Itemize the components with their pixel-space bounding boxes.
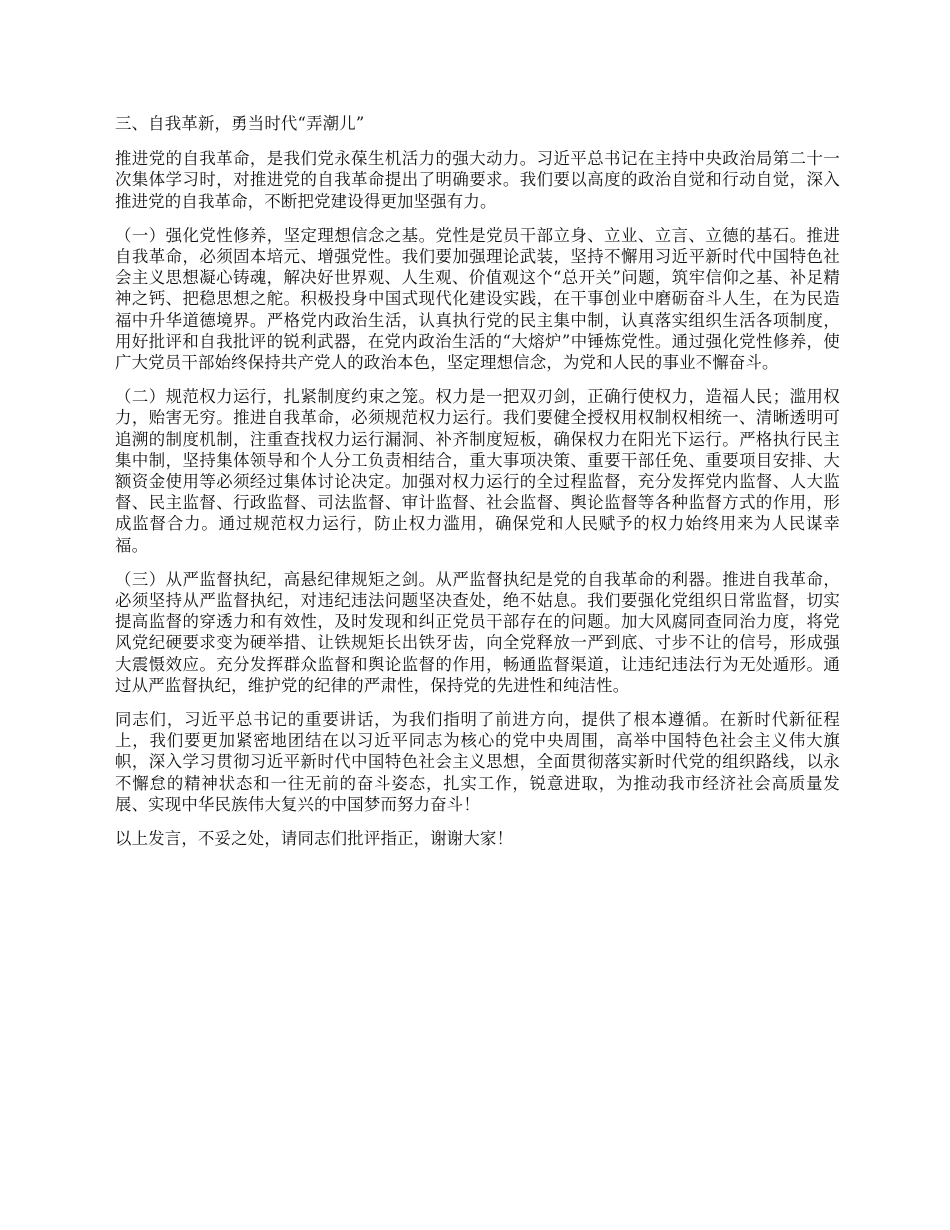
paragraph-intro: 推进党的自我革命，是我们党永葆生机活力的强大动力。习近平总书记在主持中央政治局第二十一次集体学习时，对推进党的自我革命提出了明确要求。我们要以高度的政治自觉和行动自觉，深入推进党的自我革命，不断把党建设得更加坚强有力。 <box>115 149 840 211</box>
document-page <box>115 113 840 862</box>
paragraph-party-spirit: （一）强化党性修养，坚定理想信念之基。党性是党员干部立身、立业、立言、立德的基石。推进自我革命，必须固本培元、增强党性。我们要加强理论武装，坚持不懈用习近平新时代中国特色社会主义思想凝心铸魂，解决好世界观、人生观、价值观这个“总开关”问题，筑牢信仰之基、补足精神之钙、把稳思想之舵。积极投身中国式现代化建设实践，在干事创业中磨砺奋斗人生，在为民造福中升华道德境界。严格党内政治生活，认真执行党的民主集中制，认真落实组织生活各项制度，用好批评和自我批评的锐利武器，在党内政治生活的“大熔炉”中锤炼党性。通过强化党性修养，使广大党员干部始终保持共产党人的政治本色，坚定理想信念，为党和人民的事业不懈奋斗。 <box>115 225 840 373</box>
paragraph-conclusion: 同志们，习近平总书记的重要讲话，为我们指明了前进方向，提供了根本遵循。在新时代新征程上，我们要更加紧密地团结在以习近平同志为核心的党中央周围，高举中国特色社会主义伟大旗帜，深入学习贯彻习近平新时代中国特色社会主义思想，全面贯彻落实新时代党的组织路线，以永不懈怠的精神状态和一往无前的奋斗姿态，扎实工作，锐意进取，为推动我市经济社会高质量发展、实现中华民族伟大复兴的中国梦而努力奋斗！ <box>115 710 840 814</box>
paragraph-strict-supervision: （三）从严监督执纪，高悬纪律规矩之剑。从严监督执纪是党的自我革命的利器。推进自我革命，必须坚持从严监督执纪，对违纪违法问题坚决查处，绝不姑息。我们要强化党组织日常监督，切实提高监督的穿透力和有效性，及时发现和纠正党员干部存在的问题。加大风腐同查同治力度，将党风党纪硬要求变为硬举措、让铁规矩长出铁牙齿，向全党释放一严到底、寸步不让的信号，形成强大震慑效应。充分发挥群众监督和舆论监督的作用，畅通监督渠道，让违纪违法行为无处遁形。通过从严监督执纪，维护党的纪律的严肃性，保持党的先进性和纯洁性。 <box>115 569 840 695</box>
section-heading: 三、自我革新，勇当时代“弄潮儿” <box>115 114 365 133</box>
paragraph-power-regulation: （二）规范权力运行，扎紧制度约束之笼。权力是一把双刃剑，正确行使权力，造福人民；滥用权力，贻害无穷。推进自我革命，必须规范权力运行。我们要健全授权用权制权相统一、清晰透明可追溯的制度机制，注重查找权力运行漏洞、补齐制度短板，确保权力在阳光下运行。严格执行民主集中制，坚持集体领导和个人分工负责相结合，重大事项决策、重要干部任免、重要项目安排、大额资金使用等必须经过集体讨论决定。加强对权力运行的全过程监督，充分发挥党内监督、人大监督、民主监督、行政监督、司法监督、审计监督、社会监督、舆论监督等各种监督方式的作用，形成监督合力。通过规范权力运行，防止权力滥用，确保党和人民赋予的权力始终用来为人民谋幸福。 <box>115 387 840 555</box>
paragraph-closing: 以上发言，不妥之处，请同志们批评指正，谢谢大家！ <box>115 829 514 849</box>
